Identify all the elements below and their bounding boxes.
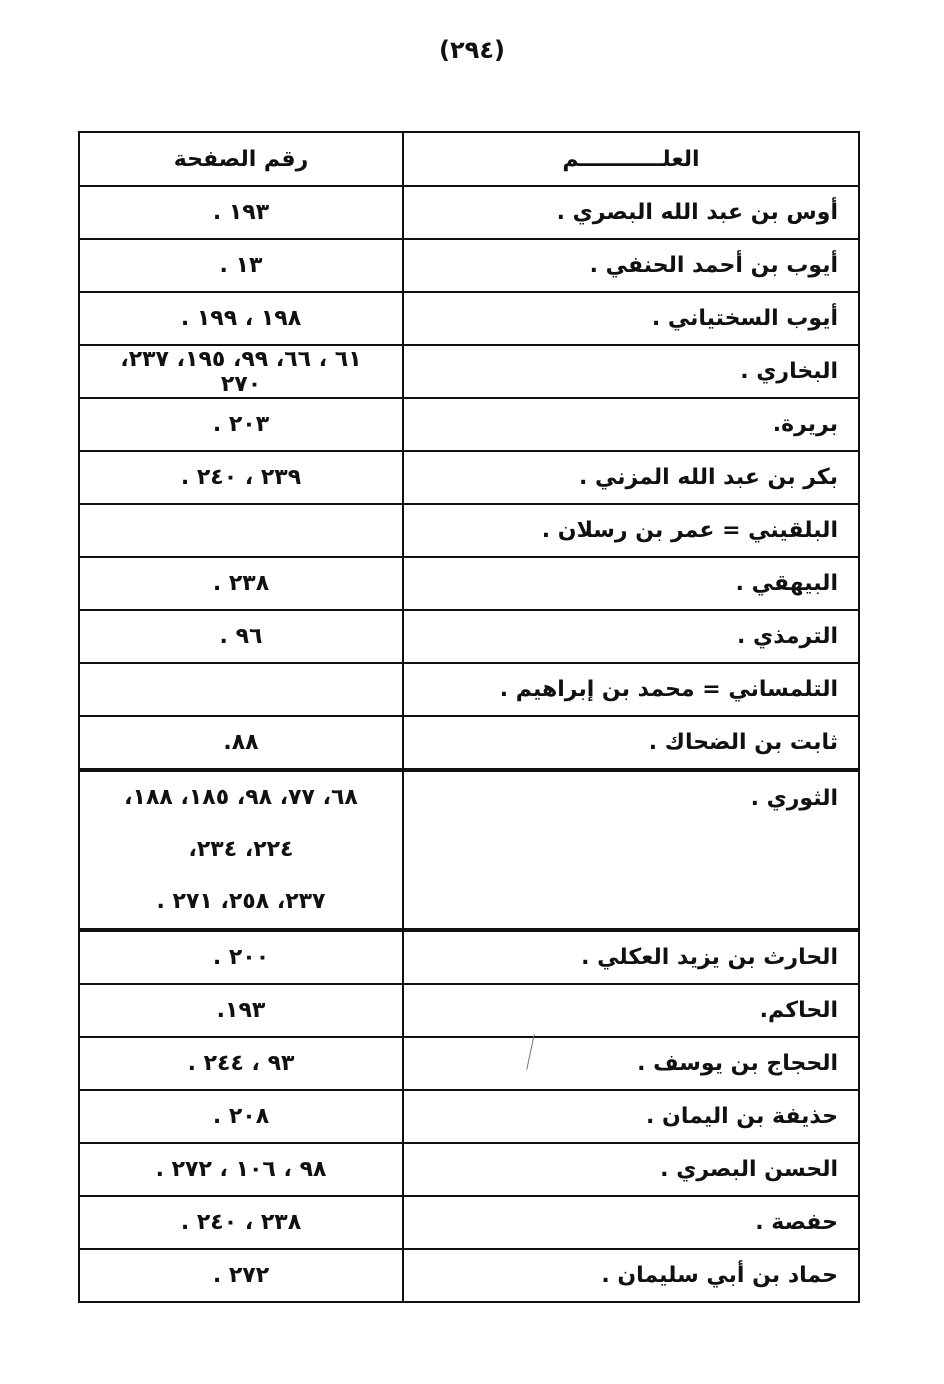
table-row [79,398,859,451]
entry-pages: ٢٣٨ ، ٢٤٠ . [79,1196,403,1249]
entry-pages [79,504,403,557]
table-row [79,610,859,663]
entry-pages: ١٣ . [79,239,403,292]
table-row [79,292,859,345]
entry-pages: ٩٦ . [79,610,403,663]
entry-pages: ٢٧٢ . [79,1249,403,1302]
table-row [79,1196,859,1249]
entry-name: البيهقي . [403,557,859,610]
entry-pages [79,770,403,930]
entry-pages: ١٩٣. [79,984,403,1037]
entry-name: الثوري . [403,770,859,930]
entry-pages: ٢٣٨ . [79,557,403,610]
entry-name: حذيفة بن اليمان . [403,1090,859,1143]
entry-pages-line: ٦٨، ٧٧، ٩٨، ١٨٥، ١٨٨، ٢٢٤، ٢٣٤، [124,785,358,862]
table-header [79,132,859,186]
entry-pages: ٩٣ ، ٢٤٤ . [79,1037,403,1090]
entry-pages: ٩٨ ، ١٠٦ ، ٢٧٢ . [79,1143,403,1196]
entry-name: البخاري . [403,345,859,398]
table-row [79,716,859,770]
entry-name: التلمساني = محمد بن إبراهيم . [403,663,859,716]
table-row [79,345,859,398]
entry-name: بكر بن عبد الله المزني . [403,451,859,504]
entry-name: الحسن البصري . [403,1143,859,1196]
entry-name: البلقيني = عمر بن رسلان . [403,504,859,557]
entry-name: الحجاج بن يوسف . [403,1037,859,1090]
table-row [79,1037,859,1090]
entry-name: الحاكم. [403,984,859,1037]
page-column-header: رقم الصفحة [79,132,403,186]
table-row [79,770,859,930]
table-row [79,930,859,984]
entry-pages: ٢٠٠ . [79,930,403,984]
table-row [79,1143,859,1196]
entry-name: حفصة . [403,1196,859,1249]
table-row [79,186,859,239]
table-row [79,984,859,1037]
table-row [79,451,859,504]
entry-name: ثابت بن الضحاك . [403,716,859,770]
index-table [78,131,860,1303]
entry-pages: ١٩٨ ، ١٩٩ . [79,292,403,345]
entry-pages-line: ٢٣٧، ٢٥٨، ٢٧١ . [156,889,326,914]
table-row [79,557,859,610]
entry-name: بريرة. [403,398,859,451]
entry-name: أيوب بن أحمد الحنفي . [403,239,859,292]
table-row [79,1090,859,1143]
entry-name: أوس بن عبد الله البصري . [403,186,859,239]
page-number: (٢٩٤) [439,36,505,64]
table-row [79,1249,859,1302]
name-column-header: العلـــــــــــم [403,132,859,186]
table-row [79,504,859,557]
entry-name: الحارث بن يزيد العكلي . [403,930,859,984]
entry-name: حماد بن أبي سليمان . [403,1249,859,1302]
entry-pages: ٢٣٩ ، ٢٤٠ . [79,451,403,504]
entry-pages: ١٩٣ . [79,186,403,239]
entry-name: الترمذي . [403,610,859,663]
table-row [79,239,859,292]
entry-pages [79,663,403,716]
table-row [79,663,859,716]
entry-pages: ٦١ ، ٦٦، ٩٩، ١٩٥، ٢٣٧، ٢٧٠ [79,345,403,398]
entry-pages: ٢٠٨ . [79,1090,403,1143]
entry-name: أيوب السختياني . [403,292,859,345]
entry-pages: ٨٨. [79,716,403,770]
entry-pages: ٢٠٣ . [79,398,403,451]
